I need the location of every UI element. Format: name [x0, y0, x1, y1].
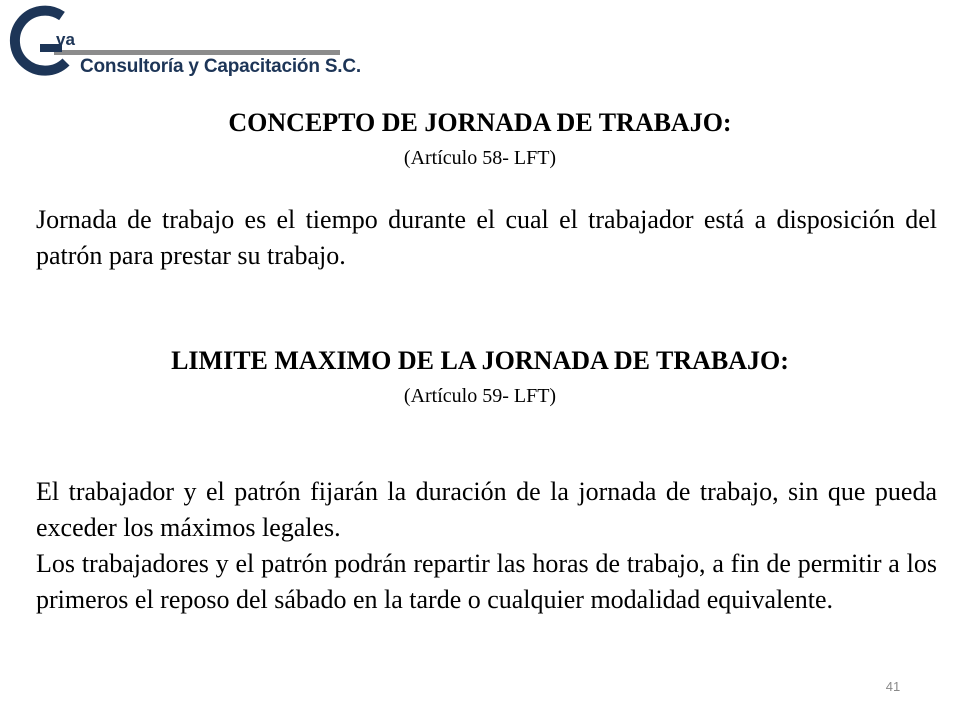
logo-company-name: Consultoría y Capacitación S.C.: [80, 56, 361, 77]
section1-body: Jornada de trabajo es el tiempo durante el cual el trabajador está a disposición del patrón para prestar su trabajo.: [36, 205, 937, 270]
section2-reference: (Artículo 59- LFT): [403, 385, 557, 407]
section1-reference: (Artículo 58- LFT): [403, 147, 557, 169]
company-logo: [0, 0, 361, 88]
section1-title: CONCEPTO DE JORNADA DE TRABAJO:: [228, 108, 732, 137]
section2-body-1: El trabajador y el patrón fijarán la duración de la jornada de trabajo, sin que pueda exceder los máximos legales.: [36, 477, 937, 542]
page-number: 41: [885, 679, 901, 694]
section2-title: LIMITE MAXIMO DE LA JORNADA DE TRABAJO:: [171, 346, 789, 375]
logo-mark-text: va: [56, 30, 75, 49]
section2-body-2: Los trabajadores y el patrón podrán repartir las horas de trabajo, a fin de permitir a los primeros el reposo del sábado en la tarde o cualquier modalidad equivalente.: [36, 549, 937, 614]
